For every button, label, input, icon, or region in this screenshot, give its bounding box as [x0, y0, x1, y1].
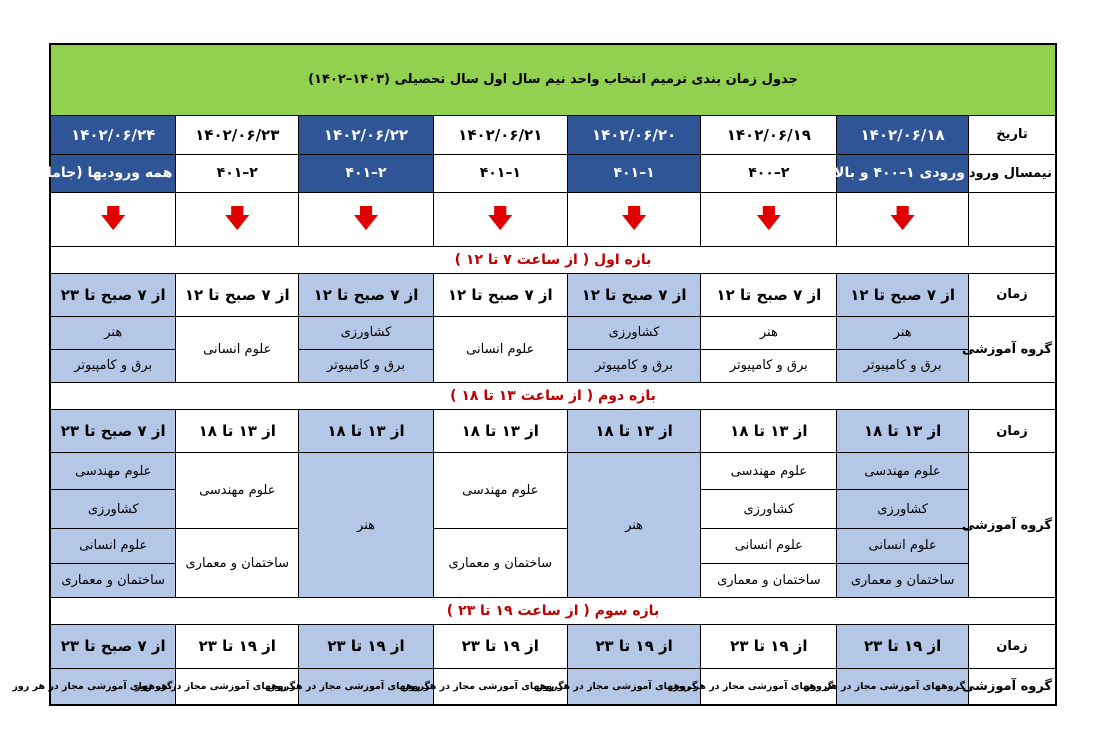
group-cell: هنر [50, 317, 176, 349]
date-cell: ۱۴۰۲/۰۶/۱۹ [701, 115, 837, 154]
period-1-title: بازه اول ( از ساعت ۷ تا ۱۲ ) [50, 246, 1056, 273]
date-cell: ۱۴۰۲/۰۶/۱۸ [837, 115, 969, 154]
group-cell: کشاورزی [299, 317, 434, 349]
group-cell: علوم مهندسی [701, 453, 837, 490]
group-cell: علوم مهندسی [176, 453, 299, 529]
group-cell: علوم مهندسی [50, 453, 176, 490]
time-label: زمان [969, 273, 1057, 316]
date-cell: ۱۴۰۲/۰۶/۲۲ [299, 115, 434, 154]
entry-cell: ۱–۴۰۱ [433, 154, 567, 192]
period-3-title: بازه سوم ( از ساعت ۱۹ تا ۲۳ ) [50, 598, 1056, 625]
group-cell: برق و کامپیوتر [837, 349, 969, 383]
schedule-table [12, 43, 1057, 706]
time-cell: از ۱۳ تا ۱۸ [837, 410, 969, 453]
date-cell: ۱۴۰۲/۰۶/۲۴ [50, 115, 176, 154]
time-cell: از ۱۳ تا ۱۸ [299, 410, 434, 453]
down-arrow-icon: 🡇 [299, 192, 434, 246]
group-cell: گروههای آموزشی مجاز در هر روز [176, 668, 299, 705]
entry-cell: ۲–۴۰۱ [176, 154, 299, 192]
time-label: زمان [969, 410, 1057, 453]
group-cell: گروههای آموزشی مجاز در هر روز [50, 668, 176, 705]
empty-cell [969, 192, 1057, 246]
group-cell: علوم مهندسی [433, 453, 567, 529]
group-label: گروه آموزشی [969, 668, 1057, 705]
down-arrow-icon: 🡇 [837, 192, 969, 246]
group-cell: برق و کامپیوتر [299, 349, 434, 383]
down-arrow-icon: 🡇 [701, 192, 837, 246]
period-2-title: بازه دوم ( از ساعت ۱۳ تا ۱۸ ) [50, 383, 1056, 410]
date-cell: ۱۴۰۲/۰۶/۲۳ [176, 115, 299, 154]
time-cell: از ۷ صبح تا ۲۳ [50, 625, 176, 668]
group-cell: برق و کامپیوتر [50, 349, 176, 383]
group-cell: علوم مهندسی [837, 453, 969, 490]
date-cell: ۱۴۰۲/۰۶/۲۱ [433, 115, 567, 154]
time-cell: از ۱۹ تا ۲۳ [701, 625, 837, 668]
group-cell: گروههای آموزشی مجاز در هر روز [567, 668, 701, 705]
group-cell: ساختمان و معماری [837, 563, 969, 598]
table-title: جدول زمان بندی ترمیم انتخاب واحد نیم سال اول سال تحصیلی (۱۴۰۳–۱۴۰۲) [50, 44, 1056, 115]
down-arrow-icon: 🡇 [50, 192, 176, 246]
group-cell: علوم انسانی [50, 529, 176, 564]
time-cell: از ۷ صبح تا ۱۲ [701, 273, 837, 316]
group-cell: ساختمان و معماری [176, 529, 299, 598]
group-label: گروه آموزشی [969, 453, 1057, 598]
down-arrow-icon: 🡇 [567, 192, 701, 246]
entry-label: نیمسال ورود [969, 154, 1057, 192]
group-cell: علوم انسانی [433, 317, 567, 383]
group-cell: گروههای آموزشی مجاز در هر روز [299, 668, 434, 705]
group-cell: گروههای آموزشی مجاز در هر روز [433, 668, 567, 705]
time-cell: از ۱۹ تا ۲۳ [299, 625, 434, 668]
date-cell: ۱۴۰۲/۰۶/۲۰ [567, 115, 701, 154]
entry-cell: ورودی ۱–۴۰۰ و بالاتر [837, 154, 969, 192]
group-cell: هنر [299, 453, 434, 598]
group-cell: کشاورزی [50, 490, 176, 529]
time-cell: از ۱۹ تا ۲۳ [176, 625, 299, 668]
group-cell: علوم انسانی [176, 317, 299, 383]
time-cell: از ۷ صبح تا ۲۳ [50, 273, 176, 316]
group-cell: برق و کامپیوتر [567, 349, 701, 383]
date-label: تاریخ [969, 115, 1057, 154]
time-cell: از ۷ صبح تا ۱۲ [567, 273, 701, 316]
time-cell: از ۱۳ تا ۱۸ [567, 410, 701, 453]
group-cell: کشاورزی [567, 317, 701, 349]
group-cell: علوم انسانی [701, 529, 837, 564]
time-cell: از ۷ صبح تا ۱۲ [837, 273, 969, 316]
entry-cell: همه ورودیها (جامانده) [50, 154, 176, 192]
group-cell: هنر [837, 317, 969, 349]
down-arrow-icon: 🡇 [176, 192, 299, 246]
group-cell: کشاورزی [701, 490, 837, 529]
group-cell: علوم انسانی [837, 529, 969, 564]
time-cell: از ۷ صبح تا ۱۲ [176, 273, 299, 316]
group-cell: ساختمان و معماری [50, 563, 176, 598]
time-cell: از ۷ صبح تا ۱۲ [433, 273, 567, 316]
group-cell: برق و کامپیوتر [701, 349, 837, 383]
group-cell: کشاورزی [837, 490, 969, 529]
group-cell: گروههای آموزشی مجاز در هر روز [701, 668, 837, 705]
group-cell: هنر [701, 317, 837, 349]
time-label: زمان [969, 625, 1057, 668]
group-label: گروه آموزشی [969, 317, 1057, 383]
group-cell: گروههای آموزشی مجاز در هر روز [837, 668, 969, 705]
entry-cell: ۲–۴۰۰ [701, 154, 837, 192]
time-cell: از ۱۳ تا ۱۸ [433, 410, 567, 453]
time-cell: از ۱۹ تا ۲۳ [567, 625, 701, 668]
group-cell: ساختمان و معماری [701, 563, 837, 598]
time-cell: از ۱۹ تا ۲۳ [433, 625, 567, 668]
entry-cell: ۲–۴۰۱ [299, 154, 434, 192]
time-cell: از ۷ صبح تا ۱۲ [299, 273, 434, 316]
group-cell: ساختمان و معماری [433, 529, 567, 598]
time-cell: از ۱۹ تا ۲۳ [837, 625, 969, 668]
down-arrow-icon: 🡇 [433, 192, 567, 246]
time-cell: از ۷ صبح تا ۲۳ [50, 410, 176, 453]
time-cell: از ۱۳ تا ۱۸ [176, 410, 299, 453]
group-cell: هنر [567, 453, 701, 598]
entry-cell: ۱–۴۰۱ [567, 154, 701, 192]
time-cell: از ۱۳ تا ۱۸ [701, 410, 837, 453]
